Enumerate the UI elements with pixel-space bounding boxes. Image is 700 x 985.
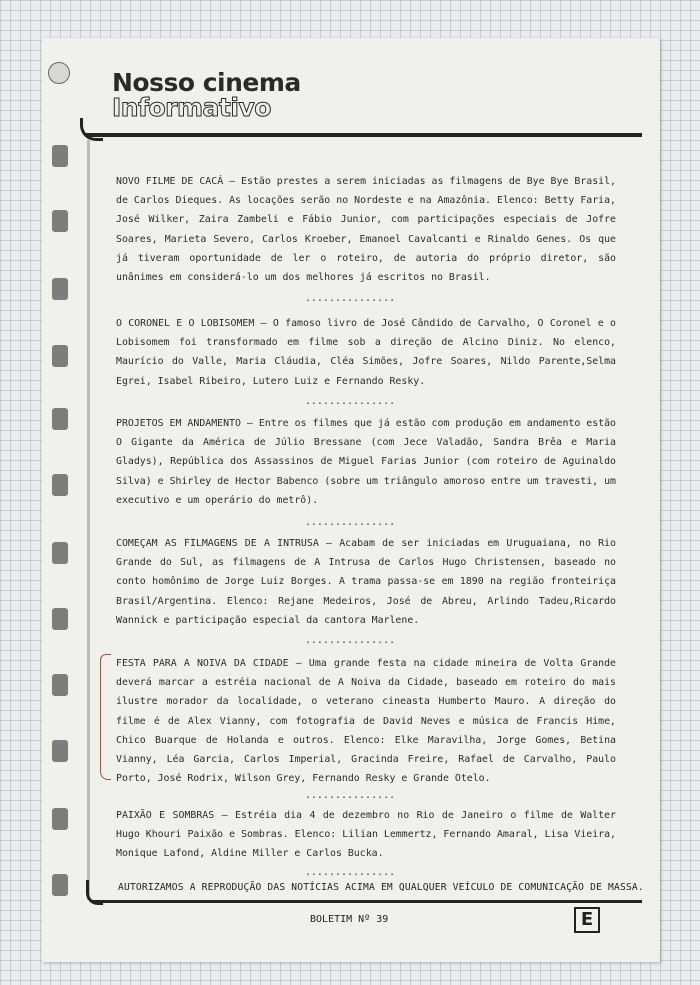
separator: ............... — [304, 635, 396, 646]
separator: ............... — [304, 396, 396, 407]
masthead-title: Nosso cinema — [112, 68, 301, 97]
article-paixao-e-sombras: PAIXÃO E SOMBRAS – Estréia dia 4 de dezembro no Rio de Janeiro o filme de Walter Hugo Khouri Paixão e Sombras. Elenco: Lilian Lemmertz, Fernando Amaral, Lisa Vieira, Monique Lafond, Aldine Miller e Carlos Bucka. — [116, 810, 616, 860]
film-perforation — [52, 345, 68, 367]
article-a-intrusa: COMEÇAM AS FILMAGENS DE A INTRUSA – Acabam de ser iniciadas em Uruguaiana, no Rio Grande do Sul, as filmagens de A Intrusa de Carlos Hugo Christensen, baseado no conto homônimo de Jorge Luiz Borges. A trama passa-se em 1890 na região fronteiriça Brasil/Argentina. Elenco: Rejane Medeiros, José de Abreu, Arlindo Tadeu,Ricardo Wannick e participação especial da cantora Marlene. — [116, 538, 616, 626]
film-perforation — [52, 608, 68, 630]
separator: ............... — [304, 867, 396, 878]
film-perforation — [52, 408, 68, 430]
article-coronel: O CORONEL E O LOBISOMEM – O famoso livro de José Cândido de Carvalho, O Coronel e o Lobisomem foi transformado em filme sob a direção de Alcino Diniz. No elenco, Maurício do Valle, Maria Cláudia, Cléa Simões, Jofre Soares, Nildo Parente,Selma Egrei, Isabel Ribeiro, Lutero Luiz e Fernando Resky. — [116, 318, 616, 387]
article-noiva-da-cidade: FESTA PARA A NOIVA DA CIDADE – Uma grande festa na cidade mineira de Volta Grande deverá marcar a estréia nacional de A Noiva da Cidade, baseado em roteiro do mais ilustre morador da localidade, o veterano cineasta Humberto Mauro. A direção do filme é de Alex Vianny, com fotografia de David Neves e música de Francis Hime, Chico Buarque de Holanda e outros. Elenco: Elke Maravilha, Jorge Gomes, Betina Vianny, Léa Garcia, Carlos Imperial, Gracinda Freire, Rafael de Carvalho, Paulo Porto, José Rodrix, Wilson Grey, Fernando Resky e Grande Otelo. — [116, 658, 616, 785]
film-perforation — [52, 210, 68, 232]
separator: ............... — [304, 293, 396, 304]
handwritten-margin-bracket — [100, 654, 111, 780]
film-perforation — [52, 145, 68, 167]
reproduction-notice: AUTORIZAMOS A REPRODUÇÃO DAS NOTÍCIAS ACIMA EM QUALQUER VEÍCULO DE COMUNICAÇÃO DE MASSA. — [118, 882, 644, 893]
film-perforation — [52, 542, 68, 564]
left-rule — [87, 140, 90, 900]
article-novo-filme: NOVO FILME DE CACÁ – Estão prestes a serem iniciadas as filmagens de Bye Bye Brasil, de Carlos Dieques. As locações serão no Nordeste e na Amazônia. Elenco: Betty Faria, José Wilker, Zaira Zambeli e Fábio Junior, com participações especiais de Jofre Soares, Marieta Severo, Carlos Kroeber, Emanoel Cavalcanti e Rinaldo Genes. Os que já tiveram oportunidade de ler o roteiro, de autoria do próprio diretor, são unânimes em considerá-lo um dos melhores já escritos no Brasil. — [116, 176, 616, 284]
embrafilme-logo-icon: E — [574, 907, 600, 933]
film-perforation — [52, 874, 68, 896]
separator: ............... — [304, 517, 396, 528]
bulletin-number: BOLETIM Nº 39 — [310, 914, 389, 925]
masthead-subtitle: Informativo — [112, 93, 271, 122]
film-perforation — [52, 740, 68, 762]
article-projetos: PROJETOS EM ANDAMENTO – Entre os filmes que já estão com produção em andamento estão O Gigante da América de Júlio Bressane (com Jece Valadão, Sandra Brêa e Maria Gladys), República dos Assassinos de Miguel Farias Junior (com roteiro de Aguinaldo Silva) e Shirley de Hector Babenco (sobre um triângulo amoroso entre um travesti, um executivo e um operário do metrô). — [116, 418, 616, 506]
film-perforation — [52, 674, 68, 696]
film-perforation — [52, 278, 68, 300]
separator: ............... — [304, 790, 396, 801]
film-perforation — [52, 474, 68, 496]
footer-rule — [92, 900, 642, 903]
header-rule — [86, 133, 642, 137]
film-perforation — [52, 808, 68, 830]
